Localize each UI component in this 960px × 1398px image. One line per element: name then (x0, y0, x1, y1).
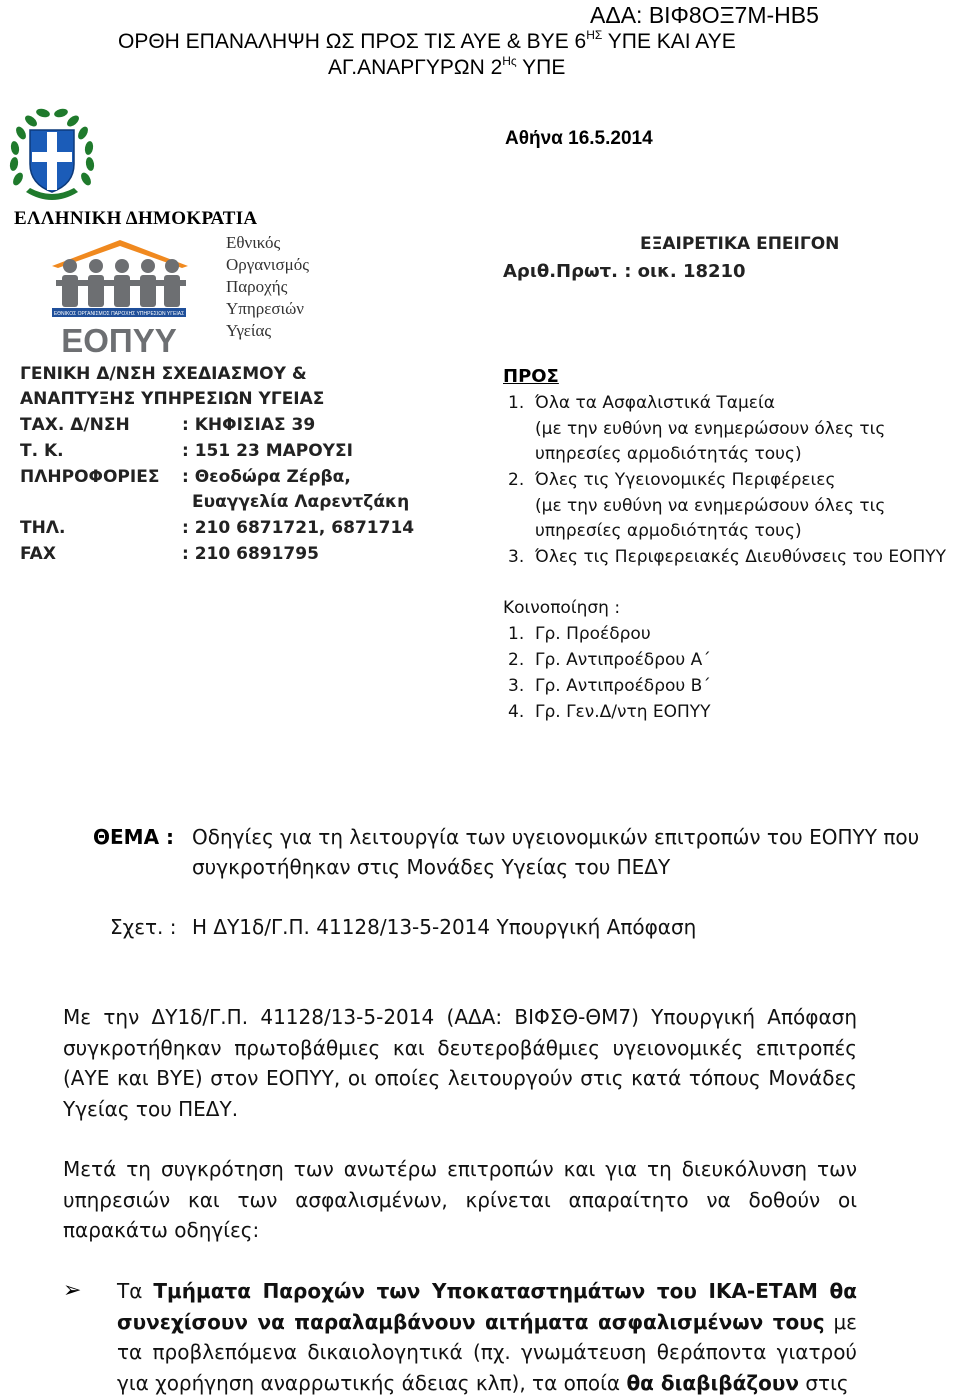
recipient-line: Όλες τις Υγειονομικές Περιφέρειες (535, 470, 836, 490)
address-label: ΤΑΧ. Δ/ΝΣΗ (20, 415, 130, 435)
reference-text: Η ΔΥ1δ/Γ.Π. 41128/13-5-2014 Υπουργική Απόφαση (192, 915, 697, 939)
recipient-line: Όλες τις Περιφερειακές Διευθύνσεις του ΕΟΠΥΥ (535, 547, 947, 567)
recipient-num: 3. (508, 547, 525, 567)
ada-code: ΑΔΑ: ΒΙΦ8ΟΞ7Μ-ΗΒ5 (590, 2, 819, 28)
postal-label: Τ. Κ. (20, 441, 64, 461)
subject-line-1: Οδηγίες για τη λειτουργία των υγειονομικών επιτροπών του ΕΟΠΥΥ που (192, 825, 920, 849)
cc-label: Κοινοποίηση : (503, 598, 621, 618)
fax-value: : 210 6891795 (182, 544, 319, 564)
bullet-text: με τα προβλεπόμενα δικαιολογητικά (πχ. γνωμάτευση θεράποντα γιατρού για χορήγηση αναρρωτικής άδειας κλπ), τα οποία (117, 1309, 857, 1395)
document-date: Αθήνα 16.5.2014 (505, 128, 653, 149)
bullet-text: Τα (117, 1279, 154, 1303)
subject-line-2: συγκροτήθηκαν στις Μονάδες Υγείας του ΠΕΔΥ (192, 855, 671, 879)
reference-label: Σχετ. : (110, 915, 177, 939)
recipient-line: (με την ευθύνη να ενημερώσουν όλες τις (535, 419, 886, 439)
greek-emblem-icon (6, 104, 98, 208)
cc-num: 3. (508, 676, 525, 696)
org-word-4: Υπηρεσιών (226, 299, 304, 318)
info-label: ΠΛΗΡΟΦΟΡΙΕΣ (20, 467, 160, 487)
phone-label: ΤΗΛ. (20, 518, 66, 538)
directorate-line-2: ΑΝΑΠΤΥΞΗΣ ΥΠΗΡΕΣΙΩΝ ΥΓΕΙΑΣ (20, 389, 325, 409)
subject-label: ΘΕΜΑ : (93, 825, 175, 849)
recipient-line: υπηρεσίες αρμοδιότητάς τους) (535, 444, 802, 464)
cc-item: Γρ. Αντιπροέδρου Α΄ (535, 650, 711, 670)
recipient-num: 2. (508, 470, 525, 490)
cc-item: Γρ. Προέδρου (535, 624, 651, 644)
address-value: : ΚΗΦΙΣΙΑΣ 39 (182, 415, 316, 435)
recipient-line: υπηρεσίες αρμοδιότητάς τους) (535, 521, 802, 541)
bullet-paragraph (117, 1276, 857, 1398)
logo-wordmark: ΕΟΠΥΥ (61, 322, 177, 356)
recipient-num: 1. (508, 393, 525, 413)
to-label: ΠΡΟΣ (503, 366, 559, 387)
cc-item: Γρ. Γεν.Δ/ντη ΕΟΠΥΥ (535, 702, 711, 722)
bullet-text: στις (799, 1370, 849, 1395)
org-word-3: Παροχής (226, 277, 288, 296)
arrow-bullet-icon: ➢ (63, 1278, 82, 1303)
cc-num: 2. (508, 650, 525, 670)
cc-item: Γρ. Αντιπροέδρου Β΄ (535, 676, 711, 696)
protocol-number: Αριθ.Πρωτ. : οικ. 18210 (503, 261, 746, 282)
org-word-1: Εθνικός (226, 233, 281, 252)
correction-line-2: ΑΓ.ΑΝΑΡΓΥΡΩΝ $2^{H\varsigma}$ ΥΠΕ (328, 54, 566, 79)
urgent-label: ΕΞΑΙΡΕΤΙΚΑ ΕΠΕΙΓΟΝ (640, 234, 840, 254)
republic-title: ΕΛΛΗΝΙΚΗ ΔΗΜΟΚΡΑΤΙΑ (14, 208, 258, 229)
cc-num: 1. (508, 624, 525, 644)
eopyy-logo (48, 236, 194, 356)
bullet-bold-text: Τμήματα Παροχών των Υποκαταστημάτων του ΙΚΑ-ΕΤΑΜ θα συνεχίσουν να παραλαμβάνουν αιτήματα ασφαλισμένων τους (117, 1279, 857, 1334)
body-paragraph-1: Με την ΔΥ1δ/Γ.Π. 41128/13-5-2014 (ΑΔΑ: ΒΙΦΣΘ-ΘΜ7) Υπουργική Απόφαση συγκροτήθηκαν πρωτοβάθμιες και δευτεροβάθμιες υγειονομικές επιτροπές (ΑΥΕ και ΒΥΕ) στον ΕΟΠΥΥ, οι οποίες λειτουργούν στις κατά τόπους Μονάδες Υγείας του ΠΕΔΥ. (63, 1005, 857, 1121)
recipient-line: Όλα τα Ασφαλιστικά Ταμεία (535, 393, 775, 413)
logo-small-text: ΕΘΝΙΚΟΣ ΟΡΓΑΝΙΣΜΟΣ ΠΑΡΟΧΗΣ ΥΠΗΡΕΣΙΩΝ ΥΓΕΙΑΣ (53, 311, 185, 317)
org-word-2: Οργανισμός (226, 255, 309, 274)
body-paragraph-2: Μετά τη συγκρότηση των ανωτέρω επιτροπών και για τη διευκόλυνση των υπηρεσιών και των ασφαλισμένων, κρίνεται απαραίτητο να δοθούν οι παρακάτω οδηγίες: (63, 1157, 857, 1242)
info-value-1: : Θεοδώρα Ζέρβα, (182, 467, 351, 487)
directorate-line-1: ΓΕΝΙΚΗ Δ/ΝΣΗ ΣΧΕΔΙΑΣΜΟΥ & (20, 364, 307, 384)
bullet-bold-text: θα διαβιβάζουν (626, 1370, 800, 1395)
cc-num: 4. (508, 702, 525, 722)
phone-value: : 210 6871721, 6871714 (182, 518, 415, 538)
fax-label: FAX (20, 544, 56, 564)
postal-value: : 151 23 ΜΑΡΟΥΣΙ (182, 441, 353, 461)
org-word-5: Υγείας (226, 321, 272, 340)
info-value-2: Ευαγγελία Λαρεντζάκη (192, 492, 410, 512)
recipient-line: (με την ευθύνη να ενημερώσουν όλες τις (535, 496, 886, 516)
correction-line-1: ΟΡΘΗ ΕΠΑΝΑΛΗΨΗ ΩΣ ΠΡΟΣ ΤΙΣ ΑΥΕ & ΒΥΕ $6^{H\Sigma}$ ΥΠΕ ΚΑΙ ΑΥΕ (118, 28, 736, 53)
